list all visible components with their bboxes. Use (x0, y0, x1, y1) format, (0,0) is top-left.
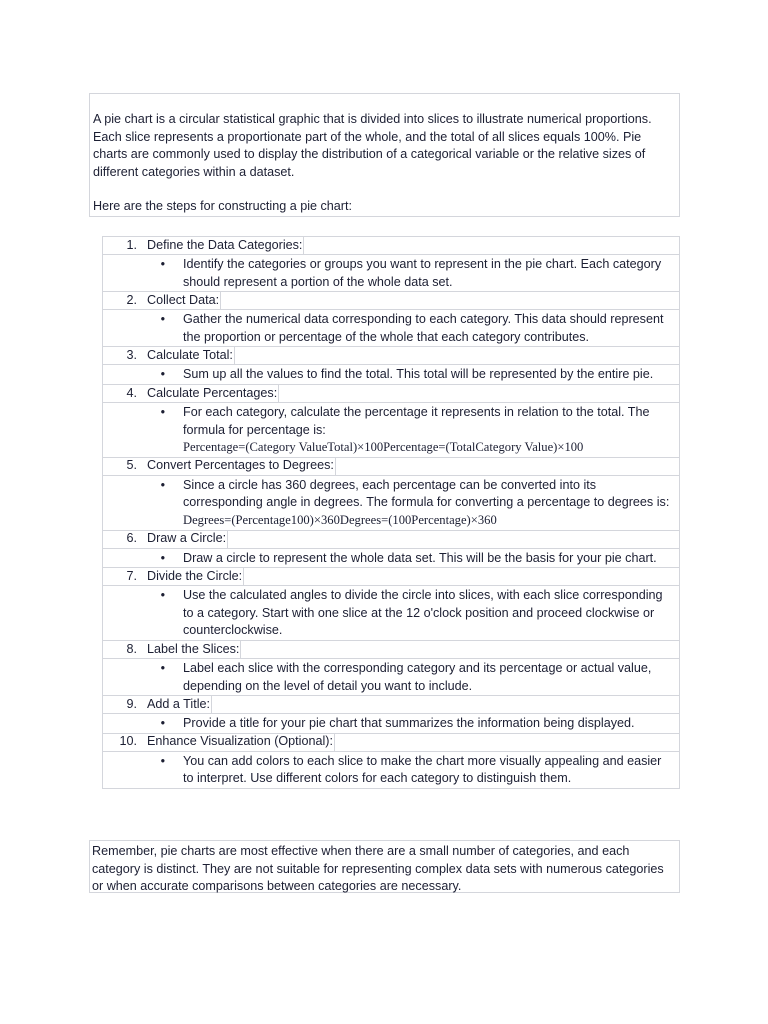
bullet-icon: • (160, 660, 165, 675)
intro-section (89, 93, 680, 217)
step-detail-text: Sum up all the values to find the total. This total will be represented by the entire pie. (183, 367, 654, 382)
step-heading (103, 385, 679, 403)
step-number: 7. (126, 568, 137, 583)
step-detail (103, 403, 679, 458)
outro-section (89, 840, 680, 893)
step-detail-text: Since a circle has 360 degrees, each percentage can be converted into its corresponding angle in degrees. The formula for converting a percentage to degrees is: (183, 477, 670, 510)
step-detail-text-wrap (182, 660, 679, 695)
bullet-icon: • (160, 550, 165, 565)
step-number: 1. (126, 237, 137, 252)
step-detail (103, 476, 679, 531)
bullet-icon: • (160, 367, 165, 382)
bullet-icon: • (160, 753, 165, 768)
step-heading (103, 531, 679, 549)
step-detail (103, 310, 679, 347)
step-heading (103, 641, 679, 659)
bullet-icon: • (160, 312, 165, 327)
step-title: Label the Slices: (147, 641, 241, 659)
step-title: Draw a Circle: (147, 530, 228, 548)
step-detail (103, 714, 679, 734)
bullet-icon: • (160, 716, 165, 731)
bullet-icon: • (160, 257, 165, 271)
step-detail-text-wrap (182, 753, 679, 788)
step-detail-text: Identify the categories or groups you want to represent in the pie chart. Each category should represent a portion of the whole data set. (183, 257, 662, 289)
step-heading (103, 347, 679, 365)
step-detail (103, 586, 679, 641)
step-title: Convert Percentages to Degrees: (147, 457, 336, 475)
step-formula: Degrees=(Percentage100)×360Degrees=(100Percentage)×360 (183, 512, 497, 527)
step-formula: Percentage=(Category ValueTotal)×100Percentage=(TotalCategory Value)×100 (183, 440, 584, 455)
step-detail-text-wrap (182, 587, 679, 640)
step-detail-text-wrap (182, 311, 679, 346)
step-title: Enhance Visualization (Optional): (147, 733, 335, 751)
step-detail-text: Use the calculated angles to divide the circle into slices, with each slice corresponding to a category. Start with one slice at the 12 o'clock position and proceed clockwise or counterclockwise. (183, 588, 663, 638)
step-heading (103, 292, 679, 310)
step-detail-text: Label each slice with the corresponding category and its percentage or actual value, depending on the level of detail you want to include. (183, 660, 652, 693)
step-detail-text-wrap (182, 550, 679, 568)
bullet-icon: • (160, 588, 165, 603)
step-title: Divide the Circle: (147, 568, 244, 586)
step-number: 4. (126, 385, 137, 400)
step-number: 6. (126, 531, 137, 546)
bullet-icon: • (160, 404, 165, 419)
step-number: 2. (126, 292, 137, 307)
step-heading (103, 696, 679, 714)
step-detail-text: You can add colors to each slice to make the chart more visually appealing and easier to interpret. Use different colors for each category to distinguish them. (183, 753, 662, 786)
step-title: Define the Data Categories: (147, 237, 304, 255)
step-title: Collect Data: (147, 292, 221, 310)
step-number: 10. (119, 734, 137, 749)
step-number: 8. (126, 641, 137, 656)
step-detail-text-wrap (182, 404, 679, 457)
step-title: Add a Title: (147, 696, 212, 714)
steps-list (102, 236, 680, 789)
step-detail-text: Gather the numerical data corresponding to each category. This data should represent the proportion or percentage of the whole that each category contributes. (183, 312, 664, 344)
outro-paragraph: Remember, pie charts are most effective when there are a small number of categories, and each category is distinct. They are not suitable for representing complex data sets with numerous categories or when accurate comparisons between categories are necessary. (92, 844, 664, 894)
step-detail (103, 255, 679, 292)
step-detail-text-wrap (182, 256, 679, 291)
step-heading (103, 734, 679, 752)
step-number: 3. (126, 348, 137, 363)
step-detail (103, 549, 679, 569)
step-detail (103, 752, 679, 788)
step-title: Calculate Percentages: (147, 385, 279, 403)
step-title: Calculate Total: (147, 347, 235, 365)
step-detail-text-wrap (182, 477, 679, 530)
step-heading (103, 458, 679, 476)
step-detail-text: Draw a circle to represent the whole data set. This will be the basis for your pie chart. (183, 550, 657, 565)
step-detail-text-wrap (182, 366, 679, 384)
intro-paragraph: A pie chart is a circular statistical graphic that is divided into slices to illustrate numerical proportions. Each slice represents a proportionate part of the whole, and the total of all slices equals 100%. Pie charts are commonly used to display the distribution of a categorical variable or the relative sizes of different categories within a dataset. (93, 112, 652, 179)
step-number: 5. (126, 458, 137, 473)
step-heading (103, 568, 679, 586)
bullet-icon: • (160, 477, 165, 492)
step-heading (103, 237, 679, 255)
step-detail (103, 659, 679, 696)
step-detail (103, 365, 679, 385)
step-number: 9. (126, 696, 137, 711)
step-detail-text: For each category, calculate the percentage it represents in relation to the total. The formula for percentage is: (183, 404, 650, 437)
steps-lead-text: Here are the steps for constructing a pie chart: (93, 199, 353, 214)
step-detail-text-wrap (182, 715, 679, 733)
step-detail-text: Provide a title for your pie chart that summarizes the information being displayed. (183, 716, 635, 731)
